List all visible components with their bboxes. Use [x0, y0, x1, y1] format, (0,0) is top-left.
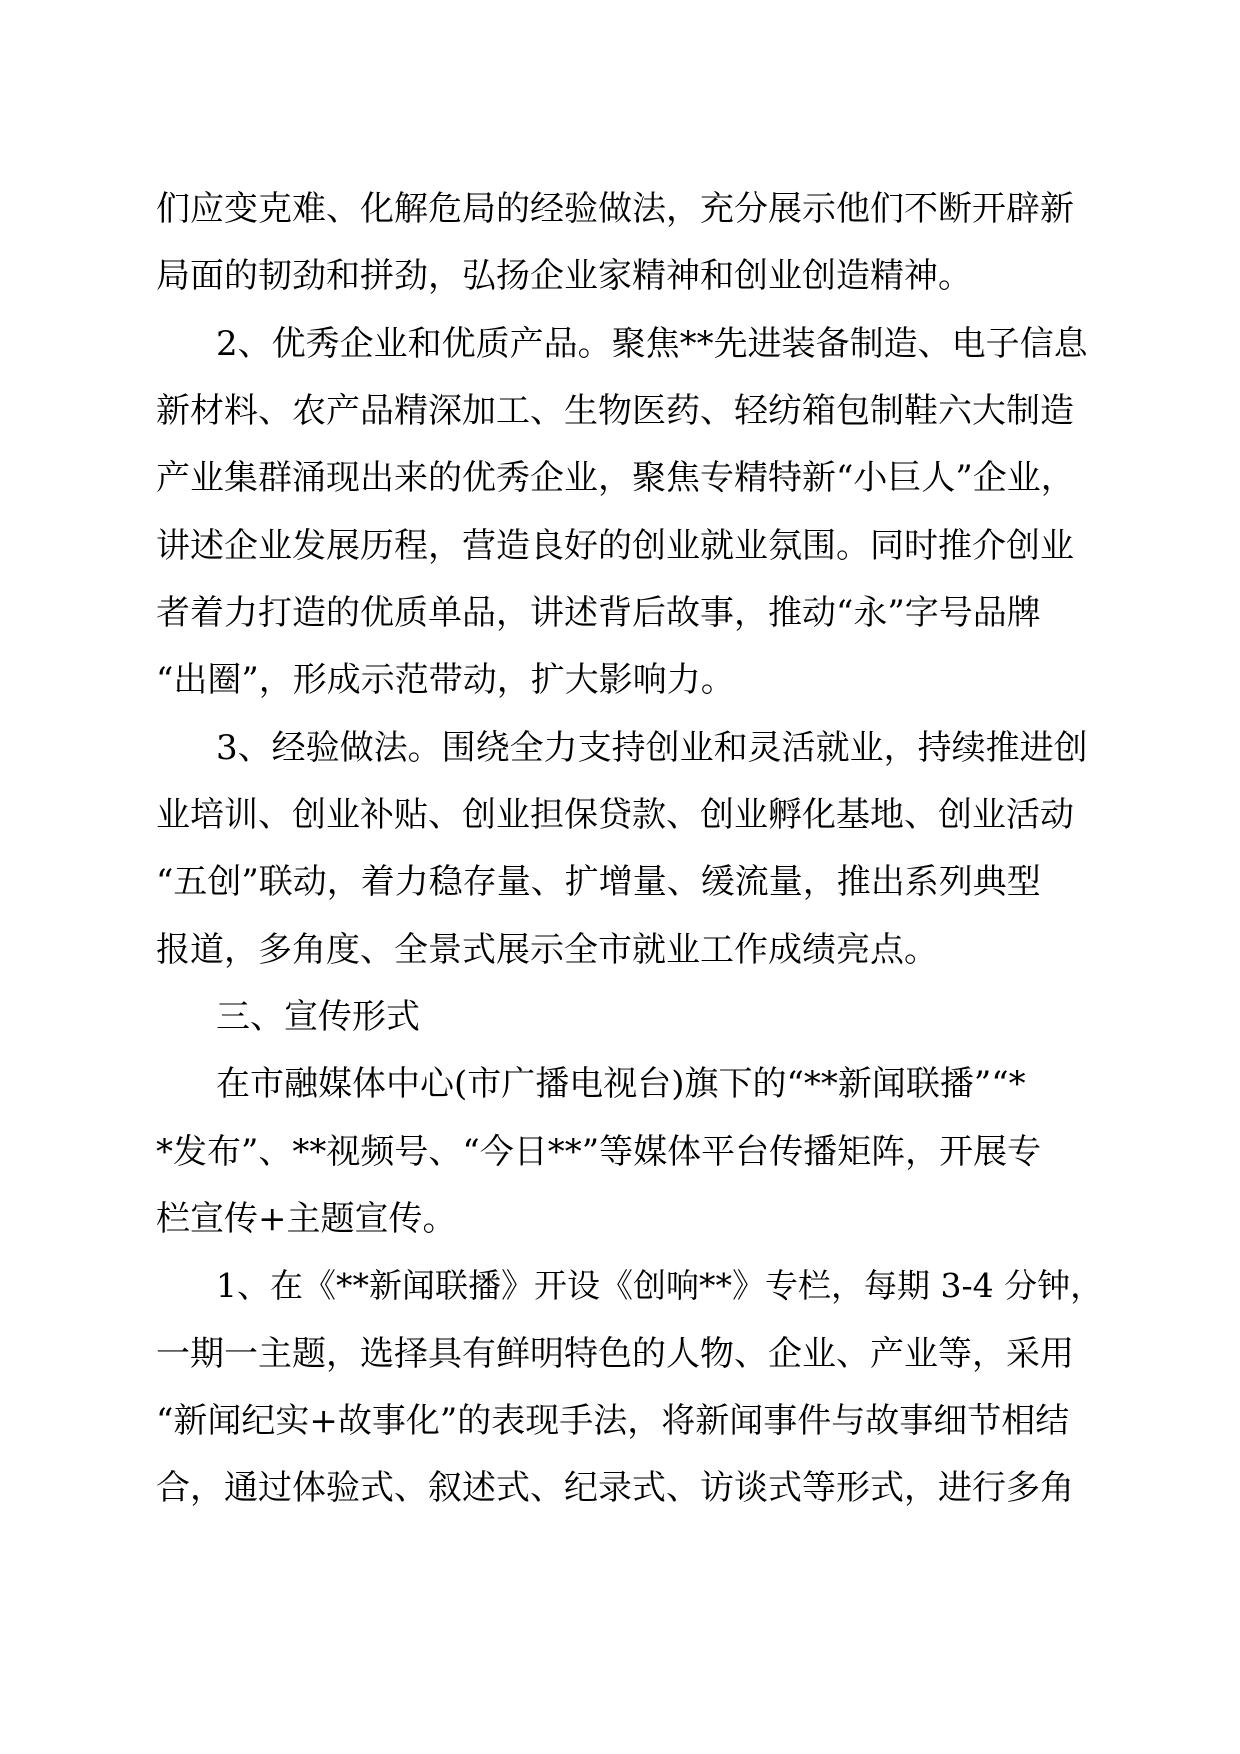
text-line	[0, 1463, 1240, 1513]
line-text: 者着力打造的优质单品，讲述背后故事，推动“永”字号品牌	[156, 593, 1041, 633]
text-line	[0, 723, 1240, 773]
text-line	[0, 386, 1240, 436]
line-text: “出圈”，形成示范带动，扩大影响力。	[156, 660, 735, 700]
line-text: “五创”联动，着力稳存量、扩增量、缓流量，推出系列典型	[156, 862, 1041, 902]
text-line	[0, 655, 1240, 705]
line-text: 产业集群涌现出来的优秀企业，聚焦专精特新“小巨人”企业，	[156, 458, 1075, 498]
text-line	[0, 521, 1240, 571]
text-line	[0, 1127, 1240, 1177]
line-text: 们应变克难、化解危局的经验做法，充分展示他们不断开辟新	[156, 189, 1074, 229]
line-text: 报道，多角度、全景式展示全市就业工作成绩亮点。	[156, 930, 938, 970]
line-text: 在市融媒体中心(市广播电视台)旗下的“**新闻联播”“*	[216, 1064, 1026, 1104]
line-text: 3、经验做法。围绕全力支持创业和灵活就业，持续推进创	[216, 728, 1088, 768]
section-heading	[0, 992, 1240, 1042]
line-text: 业培训、创业补贴、创业担保贷款、创业孵化基地、创业活动	[156, 795, 1074, 835]
line-text: *发布”、**视频号、“今日**”等媒体平台传播矩阵，开展专	[156, 1132, 1042, 1172]
text-line	[0, 925, 1240, 975]
text-line	[0, 1261, 1240, 1311]
text-line	[0, 1194, 1240, 1244]
text-line	[0, 453, 1240, 503]
line-text: 新材料、农产品精深加工、生物医药、轻纺箱包制鞋六大制造	[156, 391, 1074, 431]
line-text: “新闻纪实+故事化”的表现手法，将新闻事件与故事细节相结	[156, 1401, 1070, 1441]
line-text: 2、优秀企业和优质产品。聚焦**先进装备制造、电子信息	[216, 324, 1088, 364]
text-line	[0, 1329, 1240, 1379]
line-text: 栏宣传+主题宣传。	[156, 1199, 457, 1239]
section-heading-text: 三、宣传形式	[216, 997, 420, 1037]
text-line	[0, 857, 1240, 907]
line-text: 讲述企业发展历程，营造良好的创业就业氛围。同时推介创业	[156, 526, 1074, 566]
line-text: 一期一主题，选择具有鲜明特色的人物、企业、产业等，采用	[156, 1334, 1074, 1374]
text-line	[0, 251, 1240, 301]
text-line	[0, 184, 1240, 234]
text-line	[0, 588, 1240, 638]
text-line	[0, 319, 1240, 369]
text-line	[0, 790, 1240, 840]
text-line	[0, 1059, 1240, 1109]
line-text: 1、在《**新闻联播》开设《创响**》专栏，每期 3-4 分钟，	[216, 1266, 1104, 1305]
line-text: 合，通过体验式、叙述式、纪录式、访谈式等形式，进行多角	[156, 1468, 1074, 1508]
line-text: 局面的韧劲和拼劲，弘扬企业家精神和创业创造精神。	[156, 256, 972, 296]
text-line	[0, 1396, 1240, 1446]
